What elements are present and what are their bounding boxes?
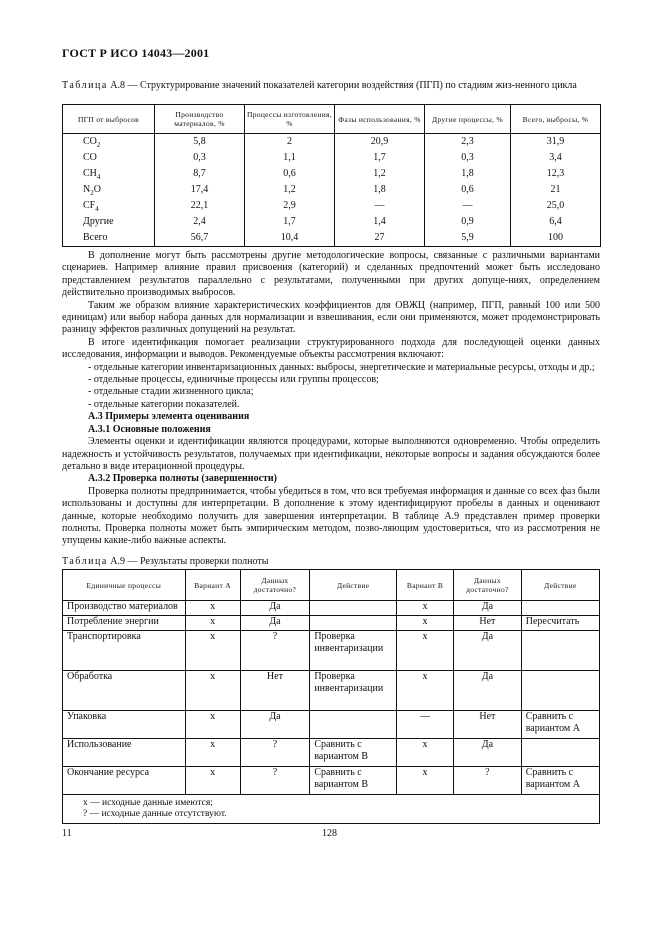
section-heading: А.3.1 Основные положения — [88, 423, 211, 435]
body-text — [62, 250, 600, 548]
table-cell: x — [397, 767, 454, 795]
table-a8-header: Другие процессы, % — [425, 105, 511, 134]
table-a8-header: Процессы изготовления, % — [245, 105, 335, 134]
table-cell: 20,9 — [335, 134, 425, 151]
table-row — [63, 601, 600, 616]
table-a8-header: ПГП от выбросов — [63, 105, 155, 134]
table-cell — [521, 671, 599, 711]
list-item: - отдельные категории инвентаризационных данных: выбросы, энергетические и материальные ресурсы, отходы и др.; — [88, 361, 595, 373]
table-a9-header: Данных достаточно? — [454, 570, 522, 601]
table-cell: 5,9 — [425, 230, 511, 247]
table-cell: 1,8 — [425, 166, 511, 182]
table-cell — [521, 601, 599, 616]
list-item: - отдельные процессы, единичные процессы или группы процессов; — [88, 374, 379, 386]
table-cell: 1,8 — [335, 182, 425, 198]
table-cell: Да — [240, 711, 310, 739]
paragraph: Проверка полноты предпринимается, чтобы убедиться в том, что вся требуемая информация и данные со всех фаз были использованы и доступны для интерпретации. В дополнение к этому идентифицируют пробелы в данных и оценивают данные, которые необходимо получить для завершения интерпретации. В таблице А.9 представлен пример проверки полноты. Проверка полноты может быть эмпирическим методом, позво-ляющим удостовериться, что из рассмотрения не упущены какие-либо важные аспекты. — [62, 485, 600, 547]
table-cell: 1,2 — [335, 166, 425, 182]
table-cell: Производство материалов — [63, 601, 186, 616]
table-notes-row — [63, 795, 600, 824]
table-cell: x — [185, 601, 240, 616]
section-heading: А.3.2 Проверка полноты (завершенности) — [88, 473, 278, 485]
table-cell: Окончание ресурса — [63, 767, 186, 795]
table-cell: Сравнить с вариантом В — [310, 739, 397, 767]
table-cell: $N_2O$ — [63, 182, 155, 198]
section-heading: А.3 Примеры элемента оценивания — [88, 411, 250, 423]
table-cell: x — [397, 671, 454, 711]
page-number-center: 128 — [322, 828, 337, 839]
table-a8-header: Фазы использования, % — [335, 105, 425, 134]
table-cell: Использование — [63, 739, 186, 767]
table-a9-header: Действие — [521, 570, 599, 601]
table-cell: CO — [63, 150, 155, 166]
table-cell: x — [185, 711, 240, 739]
page-number-left: 11 — [62, 828, 72, 839]
table-cell: 0,3 — [155, 150, 245, 166]
table-cell: — — [397, 711, 454, 739]
table-cell: x — [397, 739, 454, 767]
table-cell: Нет — [454, 616, 522, 631]
table-notes — [63, 795, 600, 824]
table-cell: 27 — [335, 230, 425, 247]
table-cell: x — [185, 631, 240, 671]
table-a9-header: Вариант В — [397, 570, 454, 601]
table-cell: 21 — [511, 182, 601, 198]
paragraph: Таким же образом влияние характеристических коэффициентов для ОВЖЦ (например, ПГП, равный 100 или 500 единицам) или выбор набора данных для нормализации и взвешивания, если они применяются, может продемонстрировать разницу эффектов различных допущений на результат. — [62, 299, 600, 336]
table-a9-header: Вариант А — [185, 570, 240, 601]
table-cell: Да — [240, 601, 310, 616]
table-cell: 10,4 — [245, 230, 335, 247]
table-a8-header-row — [63, 105, 601, 134]
table-cell — [310, 711, 397, 739]
note-line: ? — исходные данные отсутствуют. — [83, 809, 227, 819]
table-cell: x — [397, 601, 454, 616]
table-a8-caption — [62, 80, 602, 92]
paragraph: Элементы оценки и идентификации являются процедурами, которые выполняются одновременно. Чтобы определить надежность и устойчивость результатов, получаемых при идентификации, некоторые вопросы и задания обсуждаются более детально в виде итерационной процедуры. — [62, 436, 600, 472]
table-row — [63, 767, 600, 795]
table-a9-header: Единичные процессы — [63, 570, 186, 601]
table-a9-header: Действие — [310, 570, 397, 601]
table-cell: 0,3 — [425, 150, 511, 166]
table-cell: 25,0 — [511, 198, 601, 214]
table-cell: 5,8 — [155, 134, 245, 151]
table-cell: 3,4 — [511, 150, 601, 166]
table-cell: Проверка инвентаризации — [310, 631, 397, 671]
table-cell: 2,3 — [425, 134, 511, 151]
table-cell: ? — [240, 631, 310, 671]
table-a9-caption — [62, 556, 602, 568]
table-cell: 0,9 — [425, 214, 511, 230]
table-cell: 22,1 — [155, 198, 245, 214]
table-a8-header: Производство материалов, % — [155, 105, 245, 134]
table-cell — [310, 616, 397, 631]
table-cell: 6,4 — [511, 214, 601, 230]
table-row — [63, 711, 600, 739]
paragraph: В дополнение могут быть рассмотрены другие методологические вопросы, связанные с различными вариантами сценариев. Например влияние правил присвоения (категорий) и сделанных предпочтений может быть исследовано представлением результатов параллельно с результатами, полученными при других допуще-ниях, определением действительно производимых выбросов. — [62, 250, 600, 299]
table-a8-caption-text: А.8 — Структурирование значений показателей категории воздействия (ПГП) по стадиям жиз-ненного цикла — [107, 80, 577, 91]
table-cell: ? — [240, 739, 310, 767]
table-cell: Упаковка — [63, 711, 186, 739]
table-cell: Сравнить с вариантом В — [310, 767, 397, 795]
table-cell: 100 — [511, 230, 601, 247]
table-cell: 56,7 — [155, 230, 245, 247]
table-cell: x — [397, 616, 454, 631]
table-cell: Да — [240, 616, 310, 631]
table-a9-caption-prefix: Таблица — [62, 556, 108, 567]
table-a8-caption-prefix: Таблица — [62, 80, 108, 91]
table-cell — [521, 631, 599, 671]
table-cell: 1,1 — [245, 150, 335, 166]
table-row — [63, 214, 601, 230]
table-cell: Пересчитать — [521, 616, 599, 631]
table-row — [63, 230, 601, 247]
table-a9-header-row — [63, 570, 600, 601]
table-cell — [310, 601, 397, 616]
table-cell: Да — [454, 739, 522, 767]
table-row — [63, 134, 601, 151]
table-cell: 2,4 — [155, 214, 245, 230]
table-a9 — [62, 569, 600, 824]
list-item: - отдельные категории показателей. — [88, 398, 240, 410]
table-row — [63, 671, 600, 711]
table-row — [63, 631, 600, 671]
table-cell: 17,4 — [155, 182, 245, 198]
table-cell: ? — [454, 767, 522, 795]
table-cell: Обработка — [63, 671, 186, 711]
table-cell: x — [185, 616, 240, 631]
table-cell: $CO_2$ — [63, 134, 155, 151]
table-cell: x — [185, 767, 240, 795]
table-cell: — — [425, 198, 511, 214]
table-cell: 31,9 — [511, 134, 601, 151]
table-cell — [521, 739, 599, 767]
table-cell: x — [185, 671, 240, 711]
table-cell: Сравнить с вариантом А — [521, 767, 599, 795]
table-row — [63, 198, 601, 214]
table-cell: 1,2 — [245, 182, 335, 198]
table-cell: 0,6 — [245, 166, 335, 182]
table-cell: Нет — [454, 711, 522, 739]
table-row — [63, 150, 601, 166]
table-row — [63, 182, 601, 198]
table-cell: 1,7 — [245, 214, 335, 230]
table-cell: 1,7 — [335, 150, 425, 166]
table-cell: x — [397, 631, 454, 671]
table-cell: Проверка инвентаризации — [310, 671, 397, 711]
table-cell: Потребление энергии — [63, 616, 186, 631]
table-cell: Всего — [63, 230, 155, 247]
table-cell: 2 — [245, 134, 335, 151]
table-row — [63, 616, 600, 631]
table-cell: 0,6 — [425, 182, 511, 198]
list-item: - отдельные стадии жизненного цикла; — [88, 386, 254, 398]
table-cell: x — [185, 739, 240, 767]
table-row — [63, 166, 601, 182]
standard-header: ГОСТ Р ИСО 14043—2001 — [62, 46, 210, 60]
table-cell: 12,3 — [511, 166, 601, 182]
table-cell: Да — [454, 631, 522, 671]
table-cell: — — [335, 198, 425, 214]
table-cell: $CH_4$ — [63, 166, 155, 182]
paragraph: В итоге идентификация помогает реализации структурированного подхода для последующей оценки данных исследования, информации и выводов. Рекомендуемые объекты рассмотрения включают: — [62, 336, 600, 361]
table-cell: Да — [454, 671, 522, 711]
table-cell: Транспортировка — [63, 631, 186, 671]
table-cell: 2,9 — [245, 198, 335, 214]
table-cell: ? — [240, 767, 310, 795]
table-a8-header: Всего, выбросы, % — [511, 105, 601, 134]
table-cell: Да — [454, 601, 522, 616]
table-a9-header: Данных достаточно? — [240, 570, 310, 601]
note-line: x — исходные данные имеются; — [83, 798, 213, 808]
table-a8 — [62, 104, 601, 247]
table-cell: 1,4 — [335, 214, 425, 230]
table-cell: Нет — [240, 671, 310, 711]
table-row — [63, 739, 600, 767]
table-a9-caption-text: А.9 — Результаты проверки полноты — [107, 556, 269, 567]
table-cell: Сравнить с вариантом А — [521, 711, 599, 739]
table-cell: $CF_4$ — [63, 198, 155, 214]
table-cell: 8,7 — [155, 166, 245, 182]
table-cell: Другие — [63, 214, 155, 230]
